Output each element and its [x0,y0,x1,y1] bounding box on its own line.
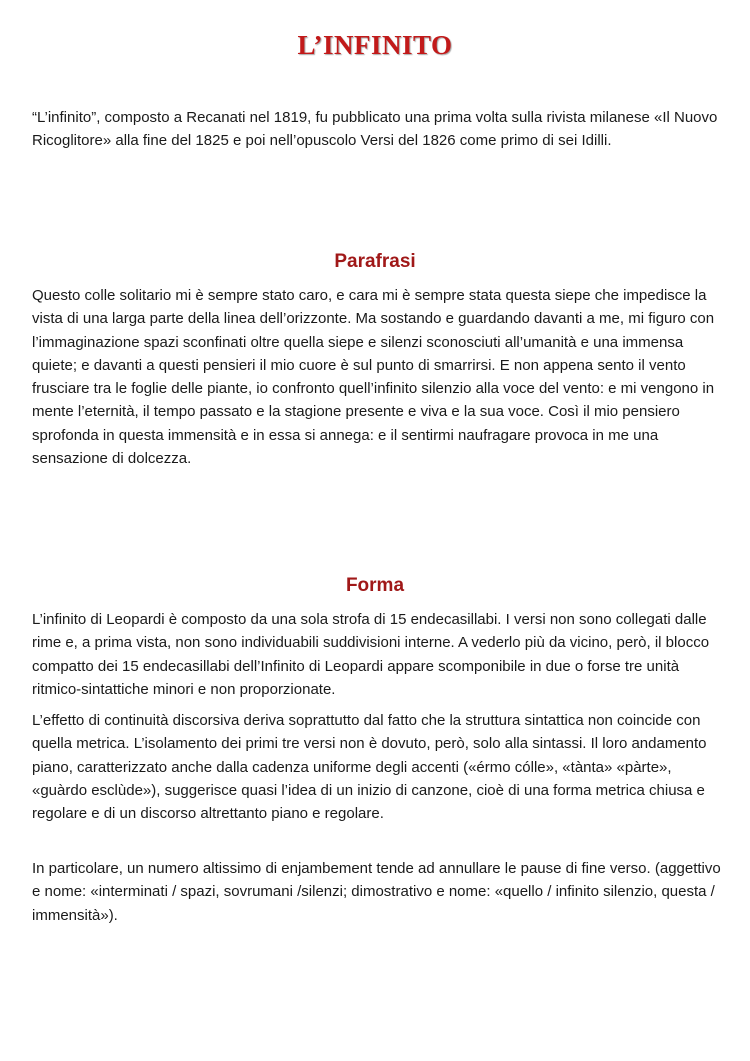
forma-paragraph-2: L’effetto di continuità discorsiva deriva soprattutto dal fatto che la struttura sintattica non coincide con quella metrica. L’isolamento dei primi tre versi non è dovuto, però, solo alla sintassi. Il loro andamento piano, caratterizzato anche dalla cadenza uniforme degli accenti («érmo cólle», «tànta» «pàrte», «guàrdo esclùde»), suggerisce quasi l’idea di un inizio di canzone, cioè di una forma metrica chiusa e regolare e di un discorso altrettanto piano e regolare. [32,712,707,823]
page-title: L’INFINITO [297,30,453,60]
forma-paragraph-1: L’infinito di Leopardi è composto da una sola strofa di 15 endecasillabi. I versi non sono collegati dalle rime e, a prima vista, non sono individuabili suddivisioni interne. A vederlo più da vicino, però, il blocco compatto dei 15 endecasillabi dell’Infinito di Leopardi appare scomponibile in due o forse tre unità ritmico-sintattiche minori e non proporzionate. [32,611,710,698]
section-heading-forma: Forma [345,575,405,596]
parafrasi-paragraph: Questo colle solitario mi è sempre stato caro, e cara mi è sempre stata questa siepe che impedisce la vista di una larga parte della linea dell’orizzonte. Ma sostando e guardando davanti a me, mi figuro con l’immaginazione spazi sconfinati oltre quella siepe e silenzi sconosciuti all’umanità e una immensa quiete; e davanti a questi pensieri il mio cuore è sul punto di smarrirsi. E non appena sento il vento frusciare tra le foglie delle piante, io confronto quell’infinito silenzio alla voce del vento: e mi vengono in mente l’eternità, il tempo passato e la stagione presente e viva e la sua voce. Così il mio pensiero sprofonda in questa immensità e in essa si annega: e il sentirmi naufragare provoca in me una sensazione di dolcezza. [32,287,715,468]
intro-paragraph: “L’infinito”, composto a Recanati nel 1819, fu pubblicato una prima volta sulla rivista milanese «Il Nuovo Ricoglitore» alla fine del 1825 e poi nell’opuscolo Versi del 1826 come primo di sei Idilli. [32,109,718,150]
forma-paragraph-3: In particolare, un numero altissimo di enjambement tende ad annullare le pause di fine verso. (aggettivo e nome: «interminati / spazi, sovrumani /silenzi; dimostrativo e nome: «quello / infinito silenzio, questa / immensità»). [32,860,721,924]
section-heading-parafrasi: Parafrasi [334,251,416,272]
